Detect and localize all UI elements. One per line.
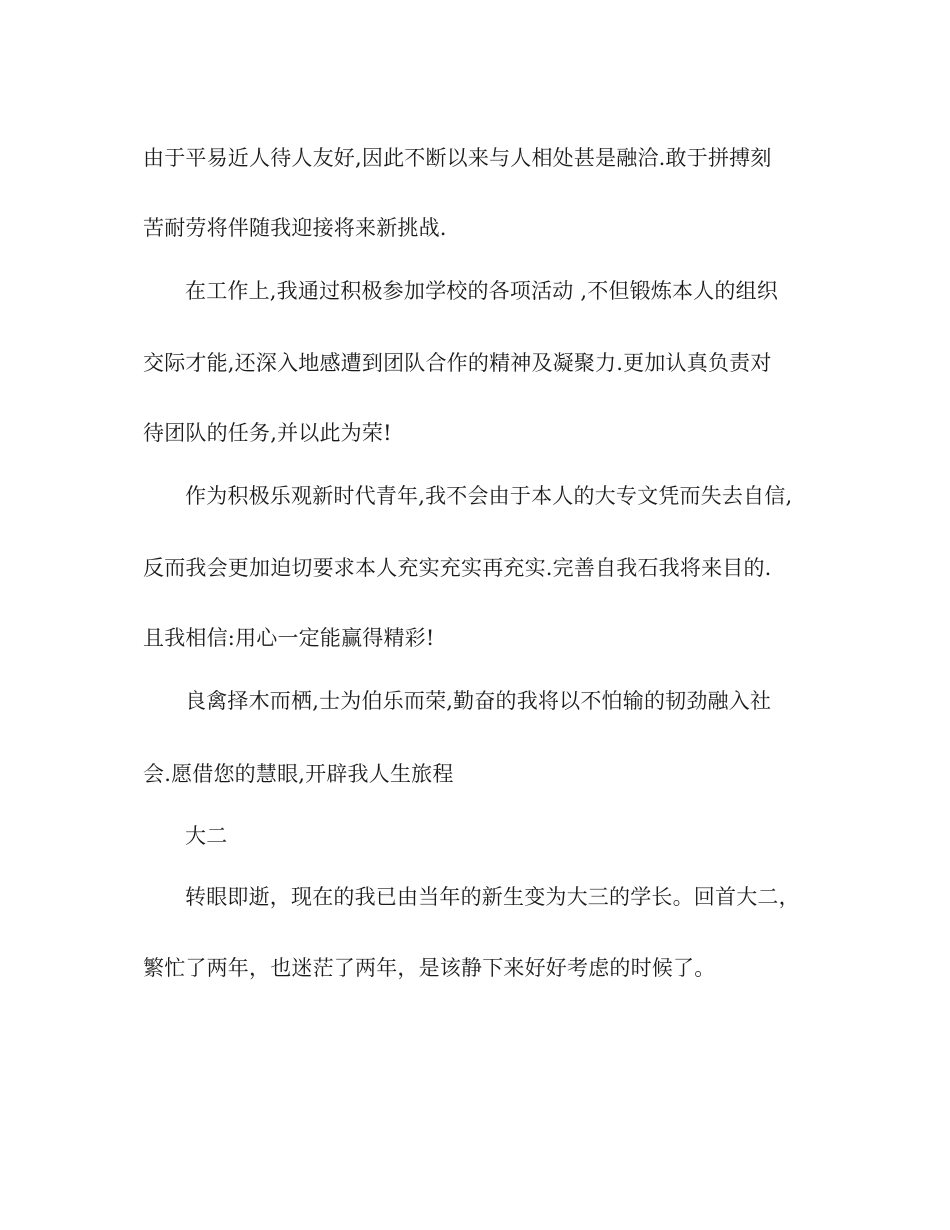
paragraph-start-line: 在工作上,我通过积极参加学校的各项活动 ,不但锻炼本人的组织 xyxy=(185,279,779,303)
section-heading: 大二 xyxy=(185,824,228,848)
text-line: 反而我会更加迫切要求本人充实充实再充实.完善自我石我将来目的. xyxy=(143,556,772,580)
paragraph-start-line: 良禽择木而栖,士为伯乐而荣,勤奋的我将以不怕输的韧劲融入社 xyxy=(185,689,772,713)
text-line: 繁忙了两年，也迷茫了两年，是该静下来好好考虑的时候了。 xyxy=(143,956,716,980)
text-line: 由于平易近人待人友好,因此不断以来与人相处甚是融洽.敢于拼搏刻 xyxy=(143,146,772,170)
paragraph-start-line: 转眼即逝，现在的我已由当年的新生变为大三的学长。回首大二， xyxy=(185,885,800,909)
text-line: 苦耐劳将伴随我迎接将来新挑战. xyxy=(143,216,447,240)
text-line: 待团队的任务,并以此为荣! xyxy=(143,421,392,445)
paragraph-start-line: 作为积极乐观新时代青年,我不会由于本人的大专文凭而失去自信, xyxy=(185,484,793,508)
text-line: 交际才能,还深入地感遭到团队合作的精神及凝聚力.更加认真负责对 xyxy=(143,351,772,375)
text-line: 且我相信:用心一定能赢得精彩! xyxy=(143,626,435,650)
text-line: 会.愿借您的慧眼,开辟我人生旅程 xyxy=(143,762,454,786)
